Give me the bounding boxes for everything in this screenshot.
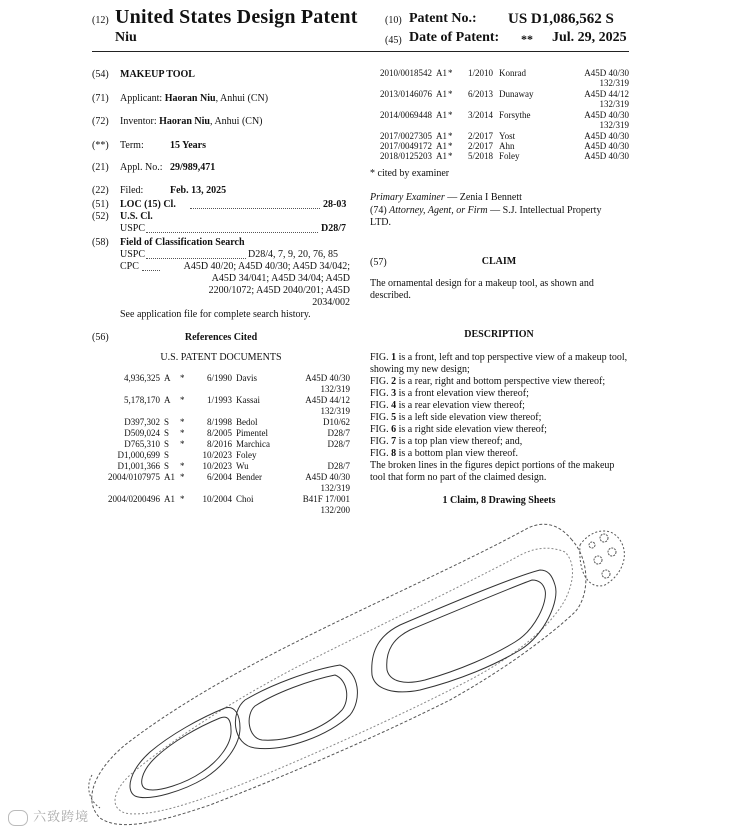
reference-class: A45D 40/30 [584, 141, 629, 151]
reference-number: D509,024 [124, 428, 160, 438]
cpc-line: A45D 40/20; A45D 40/30; A45D 34/042; [183, 261, 350, 272]
watermark-logo [8, 806, 89, 826]
reference-inventor: Pimentel [236, 428, 268, 438]
primary-examiner-label: Primary Examiner [370, 192, 445, 203]
patent-type-title: United States Design Patent [115, 6, 358, 28]
patent-date: Jul. 29, 2025 [552, 30, 627, 45]
search-cpc-label: CPC [120, 261, 139, 272]
reference-star: * [448, 68, 453, 78]
primary-examiner-name: — Zenia I Bennett [447, 192, 522, 203]
fig-number: 1 [391, 352, 397, 363]
field-code-56: (56) [92, 332, 109, 343]
reference-class: A45D 44/12 [584, 89, 629, 99]
reference-number: D765,310 [124, 439, 160, 449]
reference-class: A45D 40/30 [584, 68, 629, 78]
reference-number: 2017/0049172 [379, 141, 432, 151]
reference-inventor: Yost [499, 131, 516, 141]
reference-kind: A1 [164, 472, 175, 482]
cpc-line: 2034/002 [312, 297, 350, 308]
claim-text: The ornamental design for a makeup tool, as shown and described. [370, 278, 594, 301]
fig-number: 2 [391, 376, 397, 387]
fig-label: FIG. [370, 436, 389, 447]
reference-star: * [448, 151, 453, 161]
broken-lines-statement: The broken lines in the figures depict portions of the makeup tool that form no part of the claimed design. [370, 460, 615, 483]
patent-no-label: Patent No.: [409, 11, 477, 26]
reference-star: * [180, 428, 185, 438]
reference-number: 4,936,325 [124, 373, 160, 383]
code-45: (45) [385, 35, 402, 46]
reference-star: * [180, 439, 185, 449]
description-title: DESCRIPTION [464, 329, 534, 340]
reference-kind: A [164, 395, 171, 405]
fig-text: is a right side elevation view thereof; [398, 424, 547, 435]
field-code-52: (52) [92, 211, 109, 222]
fig-number: 7 [391, 436, 397, 447]
fig-text: is a left side elevation view thereof; [398, 412, 542, 423]
fig-text: is a rear, right and bottom perspective view thereof; [398, 376, 606, 387]
us-cl-value: D28/7 [321, 223, 346, 234]
reference-number: 2017/0027305 [379, 131, 432, 141]
reference-class: A45D 40/30 [305, 373, 350, 383]
reference-inventor: Marchica [236, 439, 270, 449]
reference-kind: S [164, 417, 170, 427]
appl-no-value: 29/989,471 [170, 162, 216, 173]
reference-class: D28/7 [327, 428, 350, 438]
claim-title: CLAIM [481, 256, 517, 267]
attorney-label: Attorney, Agent, or Firm [389, 205, 488, 216]
reference-inventor: Forsythe [499, 110, 531, 120]
reference-kind: A1 [436, 89, 447, 99]
fig-label: FIG. [370, 388, 389, 399]
reference-inventor: Konrad [499, 68, 526, 78]
reference-number: 2004/0200496 [107, 494, 160, 504]
field-code-58: (58) [92, 237, 109, 248]
patent-number: US D1,086,562 S [508, 11, 614, 27]
filed-label: Filed: [120, 185, 144, 196]
term-value: 15 Years [170, 140, 207, 151]
inventor-label: Inventor: [120, 116, 157, 127]
reference-date: 6/1990 [206, 373, 232, 383]
reference-class: A45D 40/30 [305, 472, 350, 482]
appl-no-label: Appl. No.: [120, 162, 163, 173]
reference-inventor: Dunaway [499, 89, 534, 99]
reference-kind: S [164, 428, 170, 438]
reference-star: * [448, 110, 453, 120]
reference-kind: A1 [436, 141, 447, 151]
filed-value: Feb. 13, 2025 [170, 185, 227, 196]
reference-date: 1/2010 [467, 68, 493, 78]
handle-tip [89, 775, 100, 808]
reference-class: A45D 44/12 [305, 395, 350, 405]
reference-inventor: Ahn [499, 141, 515, 151]
reference-star: * [180, 395, 185, 405]
inventor-surname: Niu [115, 30, 137, 45]
field-code-57: (57) [370, 257, 387, 268]
reference-class: A45D 40/30 [584, 110, 629, 120]
reference-kind: A1 [436, 131, 447, 141]
reference-kind: A1 [164, 494, 175, 504]
reference-date: 1/1993 [206, 395, 232, 405]
fig-label: FIG. [370, 376, 389, 387]
window-cutout-middle [235, 665, 357, 749]
fig-text: is a front, left and top perspective view of a makeup tool, showing my new design; [370, 352, 628, 375]
reference-inventor: Kassai [236, 395, 260, 405]
reference-star: * [180, 417, 185, 427]
fig-number: 8 [391, 448, 397, 459]
reference-number: 2013/0146076 [379, 89, 432, 99]
reference-date: 5/2018 [467, 151, 493, 161]
reference-date: 3/2014 [467, 110, 493, 120]
code-10: (10) [385, 15, 402, 26]
search-uspc-label: USPC [120, 249, 146, 260]
reference-class-secondary: 132/319 [599, 78, 629, 88]
reference-number: D1,001,366 [117, 461, 160, 471]
fig-label: FIG. [370, 448, 389, 459]
reference-date: 8/2005 [206, 428, 232, 438]
reference-star: * [180, 373, 185, 383]
us-patent-documents-subtitle: U.S. PATENT DOCUMENTS [160, 352, 282, 363]
reference-inventor: Bedol [236, 417, 258, 427]
inner-outline [115, 548, 573, 814]
fig-number: 5 [391, 412, 397, 423]
reference-class: D10/62 [323, 417, 350, 427]
field-code-22: (22) [92, 185, 109, 196]
date-mark: ** [521, 32, 533, 46]
attorney-name: — S.J. Intellectual Property [490, 205, 602, 216]
reference-kind: S [164, 439, 170, 449]
reference-number: 2018/0125203 [379, 151, 432, 161]
cpc-line: 2200/1072; A45D 2040/201; A45D [208, 285, 350, 296]
reference-date: 8/2016 [206, 439, 232, 449]
fig-number: 4 [391, 400, 397, 411]
reference-class: D28/7 [327, 439, 350, 449]
field-code-72: (72) [92, 116, 109, 127]
search-label: Field of Classification Search [120, 237, 245, 248]
reference-number: 2010/0018542 [379, 68, 432, 78]
search-uspc-value: D28/4, 7, 9, 20, 76, 85 [248, 249, 338, 260]
fig-text: is a rear elevation view thereof; [398, 400, 525, 411]
fig-number: 6 [391, 424, 397, 435]
reference-number: 2004/0107975 [107, 472, 160, 482]
reference-inventor: Bender [236, 472, 262, 482]
reference-kind: A [164, 373, 171, 383]
claims-count: 1 Claim, 8 Drawing Sheets [442, 495, 556, 506]
reference-class-secondary: 132/319 [320, 384, 350, 394]
reference-date: 2/2017 [467, 131, 493, 141]
code-12: (12) [92, 15, 109, 26]
reference-class-secondary: 132/319 [599, 99, 629, 109]
date-of-patent-label: Date of Patent: [409, 30, 500, 45]
applicant-label: Applicant: [120, 93, 163, 104]
fig-label: FIG. [370, 412, 389, 423]
cpc-line: A45D 34/041; A45D 34/04; A45D [211, 273, 350, 284]
window-cutout-right [372, 570, 556, 692]
reference-kind: S [164, 450, 170, 460]
reference-number: 5,178,170 [124, 395, 160, 405]
window-cutout-left [130, 707, 240, 797]
reference-class: B41F 17/001 [302, 494, 350, 504]
watermark-icon [8, 810, 28, 826]
watermark-text: 六致跨境 [33, 810, 90, 825]
fig-text: is a top plan view thereof; and, [398, 436, 523, 447]
attorney-name-cont: LTD. [370, 217, 392, 228]
reference-kind: A1 [436, 110, 447, 120]
field-code-74: (74) [370, 205, 387, 216]
reference-date: 8/1998 [206, 417, 232, 427]
reference-class: A45D 40/30 [584, 151, 629, 161]
reference-number: 2014/0069448 [379, 110, 432, 120]
fig-label: FIG. [370, 400, 389, 411]
reference-class: A45D 40/30 [584, 131, 629, 141]
reference-date: 6/2004 [206, 472, 232, 482]
us-cl-label: U.S. Cl. [120, 211, 153, 222]
reference-inventor: Choi [236, 494, 254, 504]
field-code-term: (**) [92, 140, 109, 151]
search-note: See application file for complete search history. [120, 309, 311, 320]
reference-date: 10/2023 [202, 461, 232, 471]
reference-star: * [448, 131, 453, 141]
reference-number: D397,302 [124, 417, 160, 427]
term-label: Term: [120, 140, 144, 151]
reference-class-secondary: 132/319 [599, 120, 629, 130]
fig-label: FIG. [370, 352, 389, 363]
us-cl-uspc-label: USPC [120, 223, 146, 234]
reference-star: * [180, 461, 185, 471]
reference-inventor: Foley [499, 151, 520, 161]
fig-text: is a front elevation view thereof; [398, 388, 529, 399]
reference-kind: A1 [436, 151, 447, 161]
applicant-name: Haoran Niu [164, 93, 216, 104]
tool-head [580, 531, 625, 586]
reference-class-secondary: 132/319 [320, 483, 350, 493]
fig-label: FIG. [370, 424, 389, 435]
reference-date: 2/2017 [467, 141, 493, 151]
field-code-54: (54) [92, 69, 109, 80]
inventor-location: , Anhui (CN) [210, 116, 263, 127]
fig-number: 3 [391, 388, 397, 399]
field-code-21: (21) [92, 162, 109, 173]
applicant-location: , Anhui (CN) [215, 93, 269, 104]
cited-by-examiner-note: * cited by examiner [370, 168, 450, 179]
reference-star: * [180, 494, 185, 504]
reference-class-secondary: 132/319 [320, 406, 350, 416]
fig-text: is a bottom plan view thereof. [398, 448, 519, 459]
reference-date: 10/2004 [202, 494, 232, 504]
inventor-name: Haoran Niu [159, 116, 210, 127]
reference-kind: A1 [436, 68, 447, 78]
reference-date: 10/2023 [202, 450, 232, 460]
loc-value: 28-03 [323, 199, 347, 210]
field-code-51: (51) [92, 199, 109, 210]
field-code-71: (71) [92, 93, 109, 104]
reference-class-secondary: 132/200 [320, 505, 350, 515]
design-title: MAKEUP TOOL [120, 69, 195, 80]
reference-kind: S [164, 461, 170, 471]
outer-outline [92, 524, 586, 824]
reference-star: * [448, 89, 453, 99]
reference-star: * [448, 141, 453, 151]
reference-date: 6/2013 [467, 89, 493, 99]
reference-number: D1,000,699 [117, 450, 160, 460]
references-cited-title: References Cited [184, 332, 258, 343]
reference-inventor: Wu [236, 461, 249, 471]
reference-star: * [180, 472, 185, 482]
reference-inventor: Davis [236, 373, 257, 383]
loc-label: LOC (15) Cl. [120, 199, 176, 210]
reference-inventor: Foley [236, 450, 257, 460]
reference-class: D28/7 [327, 461, 350, 471]
